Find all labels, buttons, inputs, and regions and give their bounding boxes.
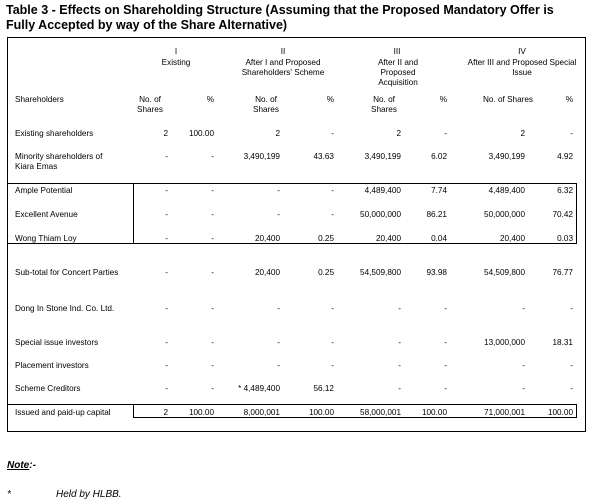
shares-cell: - xyxy=(522,361,525,370)
percent-cell: - xyxy=(211,186,214,195)
shares-cell: 50,000,000 xyxy=(484,210,525,219)
shares-cell: - xyxy=(165,304,168,313)
percent-cell: - xyxy=(331,304,334,313)
shares-cell: - xyxy=(522,304,525,313)
shares-cell: - xyxy=(277,186,280,195)
shares-cell: - xyxy=(398,338,401,347)
percent-cell: - xyxy=(444,304,447,313)
percent-cell: 43.63 xyxy=(313,152,334,161)
percent-cell: - xyxy=(570,129,573,138)
table-title: Table 3 - Effects on Shareholding Structure (Assuming that the Proposed Mandatory Offer is Fully Accepted by way of the Share Alternative) xyxy=(6,3,554,32)
shares-cell: - xyxy=(398,361,401,370)
group-3-number: III xyxy=(393,47,401,56)
percent-cell: - xyxy=(570,361,573,370)
row-label: Existing shareholders xyxy=(15,129,94,138)
percent-cell: - xyxy=(211,210,214,219)
group-4-number: IV xyxy=(518,47,526,56)
shares-cell: - xyxy=(165,361,168,370)
col-header-g2-pct: % xyxy=(326,95,334,104)
concert-box-right xyxy=(576,183,577,244)
group-3-label: After II and Proposed Acquisition xyxy=(377,58,419,87)
row-label: Sub-total for Concert Parties xyxy=(15,268,119,277)
note-heading-word: Note xyxy=(7,460,30,471)
col-header-g1-pct: % xyxy=(206,95,214,104)
shares-cell: - xyxy=(277,338,280,347)
row-label: Wong Thiam Loy xyxy=(15,234,77,243)
row-label: Scheme Creditors xyxy=(15,384,81,393)
row-label: Ample Potential xyxy=(15,186,73,195)
percent-cell: 100.00 xyxy=(308,408,334,417)
shares-cell: - xyxy=(398,384,401,393)
percent-cell: - xyxy=(211,304,214,313)
shares-cell: 71,000,001 xyxy=(484,408,525,417)
percent-cell: - xyxy=(331,186,334,195)
percent-cell: - xyxy=(211,361,214,370)
percent-cell: - xyxy=(331,210,334,219)
percent-cell: 70.42 xyxy=(552,210,573,219)
percent-cell: 0.25 xyxy=(318,234,334,243)
shares-cell: - xyxy=(165,384,168,393)
shares-cell: 54,509,800 xyxy=(484,268,525,277)
shares-cell: 3,490,199 xyxy=(488,152,525,161)
percent-cell: 6.32 xyxy=(557,186,573,195)
col-header-g1-shares: No. of Shares xyxy=(137,95,163,114)
percent-cell: 0.04 xyxy=(431,234,447,243)
row-label: Special issue investors xyxy=(15,338,99,347)
shares-cell: 2 xyxy=(163,129,168,138)
shares-cell: 58,000,001 xyxy=(360,408,401,417)
shares-cell: 20,400 xyxy=(375,234,401,243)
percent-cell: - xyxy=(211,152,214,161)
percent-cell: - xyxy=(444,361,447,370)
shares-cell: 20,400 xyxy=(254,234,280,243)
percent-cell: - xyxy=(444,129,447,138)
percent-cell: 100.00 xyxy=(547,408,573,417)
col-header-shareholders: Shareholders xyxy=(15,95,64,104)
percent-cell: - xyxy=(570,304,573,313)
shares-cell: 20,400 xyxy=(254,268,280,277)
col-header-g3-pct: % xyxy=(439,95,447,104)
shares-cell: - xyxy=(398,304,401,313)
percent-cell: 93.98 xyxy=(426,268,447,277)
note-heading xyxy=(7,460,36,471)
shares-cell: - xyxy=(165,234,168,243)
percent-cell: - xyxy=(444,338,447,347)
row-label: Dong In Stone Ind. Co. Ltd. xyxy=(15,304,115,313)
shares-cell: - xyxy=(277,361,280,370)
note-marker: * xyxy=(7,489,11,500)
percent-cell: 7.74 xyxy=(431,186,447,195)
group-1-label: Existing xyxy=(161,58,191,67)
shares-cell: - xyxy=(277,210,280,219)
group-2-number: II xyxy=(280,47,286,56)
group-1-number: I xyxy=(174,47,178,56)
shares-cell: - xyxy=(165,186,168,195)
shares-cell: 4,489,400 xyxy=(488,186,525,195)
percent-cell: - xyxy=(331,129,334,138)
col-header-g4-pct: % xyxy=(565,95,573,104)
shares-cell: 2 xyxy=(275,129,280,138)
row-label: Excellent Avenue xyxy=(15,210,78,219)
row-label: Issued and paid-up capital xyxy=(15,408,111,417)
percent-cell: - xyxy=(331,361,334,370)
group-4-label: After III and Proposed Special Issue xyxy=(467,58,577,77)
total-top-rule xyxy=(8,404,577,405)
percent-cell: 0.25 xyxy=(318,268,334,277)
note-text: Held by HLBB. xyxy=(56,489,122,500)
shares-cell: 2 xyxy=(520,129,525,138)
row-label: Minority shareholders of Kiara Emas xyxy=(15,152,103,171)
shares-cell: 2 xyxy=(396,129,401,138)
shares-cell: - xyxy=(165,338,168,347)
group-2-label: After I and Proposed Shareholders' Scheme xyxy=(241,58,325,77)
percent-cell: - xyxy=(211,338,214,347)
percent-cell: - xyxy=(211,268,214,277)
shares-cell: 2 xyxy=(163,408,168,417)
percent-cell: - xyxy=(211,234,214,243)
shares-cell: 4,489,400 xyxy=(364,186,401,195)
shares-cell: 54,509,800 xyxy=(360,268,401,277)
note-heading-suffix: :- xyxy=(29,460,36,471)
row-label: Placement investors xyxy=(15,361,89,370)
shares-cell: - xyxy=(165,210,168,219)
percent-cell: 4.92 xyxy=(557,152,573,161)
percent-cell: 100.00 xyxy=(188,129,214,138)
shares-cell: 20,400 xyxy=(499,234,525,243)
percent-cell: 86.21 xyxy=(426,210,447,219)
shares-cell: - xyxy=(165,268,168,277)
percent-cell: 76.77 xyxy=(552,268,573,277)
shares-cell: - xyxy=(522,384,525,393)
percent-cell: 18.31 xyxy=(552,338,573,347)
col-header-g2-shares: No. of Shares xyxy=(253,95,279,114)
percent-cell: 56.12 xyxy=(313,384,334,393)
col-header-g3-shares: No. of Shares xyxy=(371,95,397,114)
shares-cell: 8,000,001 xyxy=(243,408,280,417)
shares-cell: * 4,489,400 xyxy=(238,384,280,393)
shares-cell: 13,000,000 xyxy=(484,338,525,347)
percent-cell: 100.00 xyxy=(421,408,447,417)
shares-cell: 3,490,199 xyxy=(364,152,401,161)
concert-box-top xyxy=(8,183,577,184)
total-box-right xyxy=(576,404,577,417)
percent-cell: - xyxy=(570,384,573,393)
shares-cell: 3,490,199 xyxy=(243,152,280,161)
percent-cell: 100.00 xyxy=(188,408,214,417)
percent-cell: - xyxy=(444,384,447,393)
shares-cell: 50,000,000 xyxy=(360,210,401,219)
percent-cell: 0.03 xyxy=(557,234,573,243)
col-header-g4-shares: No. of Shares xyxy=(482,95,534,104)
percent-cell: - xyxy=(331,338,334,347)
percent-cell: - xyxy=(211,384,214,393)
percent-cell: 6.02 xyxy=(431,152,447,161)
shares-cell: - xyxy=(277,304,280,313)
shares-cell: - xyxy=(165,152,168,161)
